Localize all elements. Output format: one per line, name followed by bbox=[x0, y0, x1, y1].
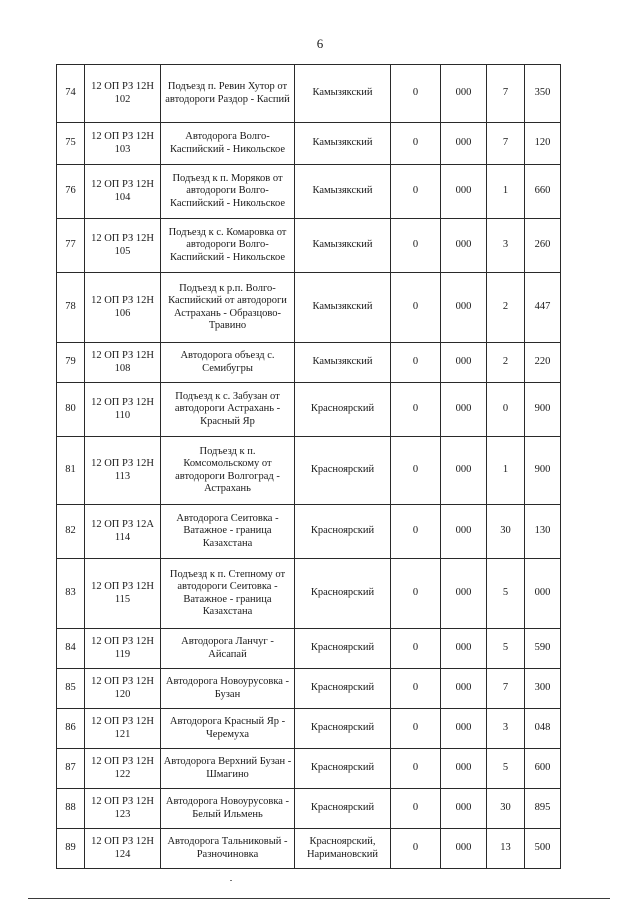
end-km-cell: 5 bbox=[487, 629, 525, 669]
table-row bbox=[57, 505, 561, 559]
road-name-cell: Подъезд к п. Степному от автодороги Сеитовка - Ватажное - граница Казахстана bbox=[161, 559, 295, 629]
row-number-cell: 79 bbox=[57, 343, 85, 383]
end-m-cell: 260 bbox=[525, 219, 561, 273]
district-name-cell: Красноярский bbox=[295, 559, 391, 629]
start-m-cell: 000 bbox=[441, 219, 487, 273]
road-code-cell: 12 ОП РЗ 12Н 113 bbox=[85, 437, 161, 505]
start-m-cell: 000 bbox=[441, 273, 487, 343]
end-m-cell: 350 bbox=[525, 65, 561, 123]
end-m-cell: 900 bbox=[525, 437, 561, 505]
row-number-cell: 75 bbox=[57, 123, 85, 165]
row-number-cell: 86 bbox=[57, 709, 85, 749]
road-code-cell: 12 ОП РЗ 12Н 110 bbox=[85, 383, 161, 437]
road-name-cell: Автодорога Волго-Каспийский - Никольское bbox=[161, 123, 295, 165]
end-km-cell: 2 bbox=[487, 273, 525, 343]
district-name-cell: Красноярский bbox=[295, 709, 391, 749]
end-m-cell: 660 bbox=[525, 165, 561, 219]
road-name-cell: Подъезд к п. Моряков от автодороги Волго-Каспийский - Никольское bbox=[161, 165, 295, 219]
bottom-rule bbox=[28, 898, 610, 899]
scan-mark bbox=[230, 880, 232, 881]
end-km-cell: 30 bbox=[487, 789, 525, 829]
end-km-cell: 7 bbox=[487, 669, 525, 709]
road-code-cell: 12 ОП РЗ 12Н 104 bbox=[85, 165, 161, 219]
start-km-cell: 0 bbox=[391, 789, 441, 829]
start-m-cell: 000 bbox=[441, 709, 487, 749]
road-code-cell: 12 ОП РЗ 12Н 108 bbox=[85, 343, 161, 383]
district-name-cell: Красноярский bbox=[295, 749, 391, 789]
start-m-cell: 000 bbox=[441, 165, 487, 219]
road-name-cell: Подъезд к р.п. Волго-Каспийский от автодороги Астрахань - Образцово-Травино bbox=[161, 273, 295, 343]
end-km-cell: 7 bbox=[487, 65, 525, 123]
road-name-cell: Автодорога Тальниковый - Разночиновка bbox=[161, 829, 295, 869]
road-code-cell: 12 ОП РЗ 12Н 122 bbox=[85, 749, 161, 789]
start-m-cell: 000 bbox=[441, 505, 487, 559]
start-km-cell: 0 bbox=[391, 165, 441, 219]
district-name-cell: Камызякский bbox=[295, 343, 391, 383]
start-m-cell: 000 bbox=[441, 749, 487, 789]
end-km-cell: 3 bbox=[487, 709, 525, 749]
end-m-cell: 220 bbox=[525, 343, 561, 383]
road-code-cell: 12 ОП РЗ 12Н 120 bbox=[85, 669, 161, 709]
end-m-cell: 130 bbox=[525, 505, 561, 559]
start-km-cell: 0 bbox=[391, 749, 441, 789]
end-m-cell: 120 bbox=[525, 123, 561, 165]
district-name-cell: Красноярский, Наримановский bbox=[295, 829, 391, 869]
end-km-cell: 3 bbox=[487, 219, 525, 273]
end-km-cell: 13 bbox=[487, 829, 525, 869]
road-code-cell: 12 ОП РЗ 12Н 102 bbox=[85, 65, 161, 123]
start-m-cell: 000 bbox=[441, 829, 487, 869]
start-km-cell: 0 bbox=[391, 383, 441, 437]
table-row bbox=[57, 789, 561, 829]
table-row bbox=[57, 343, 561, 383]
end-km-cell: 5 bbox=[487, 559, 525, 629]
district-name-cell: Красноярский bbox=[295, 437, 391, 505]
district-name-cell: Красноярский bbox=[295, 505, 391, 559]
start-km-cell: 0 bbox=[391, 273, 441, 343]
page-number: 6 bbox=[316, 36, 324, 51]
table-row bbox=[57, 273, 561, 343]
road-code-cell: 12 ОП РЗ 12Н 103 bbox=[85, 123, 161, 165]
start-m-cell: 000 bbox=[441, 629, 487, 669]
start-km-cell: 0 bbox=[391, 629, 441, 669]
start-m-cell: 000 bbox=[441, 669, 487, 709]
district-name-cell: Камызякский bbox=[295, 273, 391, 343]
table-row bbox=[57, 829, 561, 869]
road-name-cell: Подъезд к с. Комаровка от автодороги Волго-Каспийский - Никольское bbox=[161, 219, 295, 273]
end-km-cell: 5 bbox=[487, 749, 525, 789]
start-m-cell: 000 bbox=[441, 789, 487, 829]
district-name-cell: Красноярский bbox=[295, 629, 391, 669]
road-code-cell: 12 ОП РЗ 12Н 106 bbox=[85, 273, 161, 343]
row-number-cell: 89 bbox=[57, 829, 85, 869]
start-km-cell: 0 bbox=[391, 669, 441, 709]
start-m-cell: 000 bbox=[441, 343, 487, 383]
road-name-cell: Автодорога Новоурусовка - Белый Ильмень bbox=[161, 789, 295, 829]
road-name-cell: Подъезд к с. Забузан от автодороги Астрахань - Красный Яр bbox=[161, 383, 295, 437]
district-name-cell: Камызякский bbox=[295, 219, 391, 273]
table-row bbox=[57, 123, 561, 165]
end-m-cell: 590 bbox=[525, 629, 561, 669]
start-km-cell: 0 bbox=[391, 123, 441, 165]
row-number-cell: 84 bbox=[57, 629, 85, 669]
end-km-cell: 1 bbox=[487, 165, 525, 219]
table-row bbox=[57, 383, 561, 437]
table-row bbox=[57, 559, 561, 629]
end-m-cell: 300 bbox=[525, 669, 561, 709]
table-row bbox=[57, 65, 561, 123]
table-row bbox=[57, 669, 561, 709]
road-code-cell: 12 ОП РЗ 12Н 123 bbox=[85, 789, 161, 829]
district-name-cell: Красноярский bbox=[295, 669, 391, 709]
roads-table bbox=[56, 64, 561, 869]
end-m-cell: 000 bbox=[525, 559, 561, 629]
end-km-cell: 30 bbox=[487, 505, 525, 559]
road-name-cell: Подъезд к п. Комсомольскому от автодороги Волгоград - Астрахань bbox=[161, 437, 295, 505]
row-number-cell: 83 bbox=[57, 559, 85, 629]
row-number-cell: 76 bbox=[57, 165, 85, 219]
start-km-cell: 0 bbox=[391, 505, 441, 559]
start-km-cell: 0 bbox=[391, 65, 441, 123]
table-row bbox=[57, 219, 561, 273]
row-number-cell: 88 bbox=[57, 789, 85, 829]
table-row bbox=[57, 709, 561, 749]
district-name-cell: Красноярский bbox=[295, 789, 391, 829]
start-km-cell: 0 bbox=[391, 437, 441, 505]
start-m-cell: 000 bbox=[441, 65, 487, 123]
road-code-cell: 12 ОП РЗ 12А 114 bbox=[85, 505, 161, 559]
row-number-cell: 77 bbox=[57, 219, 85, 273]
road-code-cell: 12 ОП РЗ 12Н 115 bbox=[85, 559, 161, 629]
start-km-cell: 0 bbox=[391, 219, 441, 273]
road-code-cell: 12 ОП РЗ 12Н 105 bbox=[85, 219, 161, 273]
district-name-cell: Красноярский bbox=[295, 383, 391, 437]
end-m-cell: 600 bbox=[525, 749, 561, 789]
road-name-cell: Автодорога объезд с. Семибугры bbox=[161, 343, 295, 383]
road-name-cell: Автодорога Сеитовка - Ватажное - граница Казахстана bbox=[161, 505, 295, 559]
table-row bbox=[57, 437, 561, 505]
road-name-cell: Подъезд п. Ревин Хутор от автодороги Раздор - Каспий bbox=[161, 65, 295, 123]
end-m-cell: 048 bbox=[525, 709, 561, 749]
road-name-cell: Автодорога Красный Яр - Черемуха bbox=[161, 709, 295, 749]
start-km-cell: 0 bbox=[391, 829, 441, 869]
district-name-cell: Камызякский bbox=[295, 123, 391, 165]
start-km-cell: 0 bbox=[391, 559, 441, 629]
table-row bbox=[57, 749, 561, 789]
start-m-cell: 000 bbox=[441, 559, 487, 629]
row-number-cell: 74 bbox=[57, 65, 85, 123]
road-name-cell: Автодорога Ланчуг - Айсапай bbox=[161, 629, 295, 669]
end-m-cell: 895 bbox=[525, 789, 561, 829]
start-m-cell: 000 bbox=[441, 437, 487, 505]
row-number-cell: 78 bbox=[57, 273, 85, 343]
road-code-cell: 12 ОП РЗ 12Н 121 bbox=[85, 709, 161, 749]
row-number-cell: 87 bbox=[57, 749, 85, 789]
row-number-cell: 82 bbox=[57, 505, 85, 559]
district-name-cell: Камызякский bbox=[295, 165, 391, 219]
end-km-cell: 1 bbox=[487, 437, 525, 505]
row-number-cell: 81 bbox=[57, 437, 85, 505]
end-km-cell: 7 bbox=[487, 123, 525, 165]
end-m-cell: 900 bbox=[525, 383, 561, 437]
end-km-cell: 0 bbox=[487, 383, 525, 437]
start-m-cell: 000 bbox=[441, 383, 487, 437]
road-code-cell: 12 ОП РЗ 12Н 119 bbox=[85, 629, 161, 669]
row-number-cell: 85 bbox=[57, 669, 85, 709]
table-row bbox=[57, 629, 561, 669]
start-km-cell: 0 bbox=[391, 343, 441, 383]
end-km-cell: 2 bbox=[487, 343, 525, 383]
road-name-cell: Автодорога Новоурусовка - Бузан bbox=[161, 669, 295, 709]
end-m-cell: 500 bbox=[525, 829, 561, 869]
row-number-cell: 80 bbox=[57, 383, 85, 437]
district-name-cell: Камызякский bbox=[295, 65, 391, 123]
end-m-cell: 447 bbox=[525, 273, 561, 343]
table-row bbox=[57, 165, 561, 219]
road-code-cell: 12 ОП РЗ 12Н 124 bbox=[85, 829, 161, 869]
road-name-cell: Автодорога Верхний Бузан - Шмагино bbox=[161, 749, 295, 789]
start-m-cell: 000 bbox=[441, 123, 487, 165]
start-km-cell: 0 bbox=[391, 709, 441, 749]
